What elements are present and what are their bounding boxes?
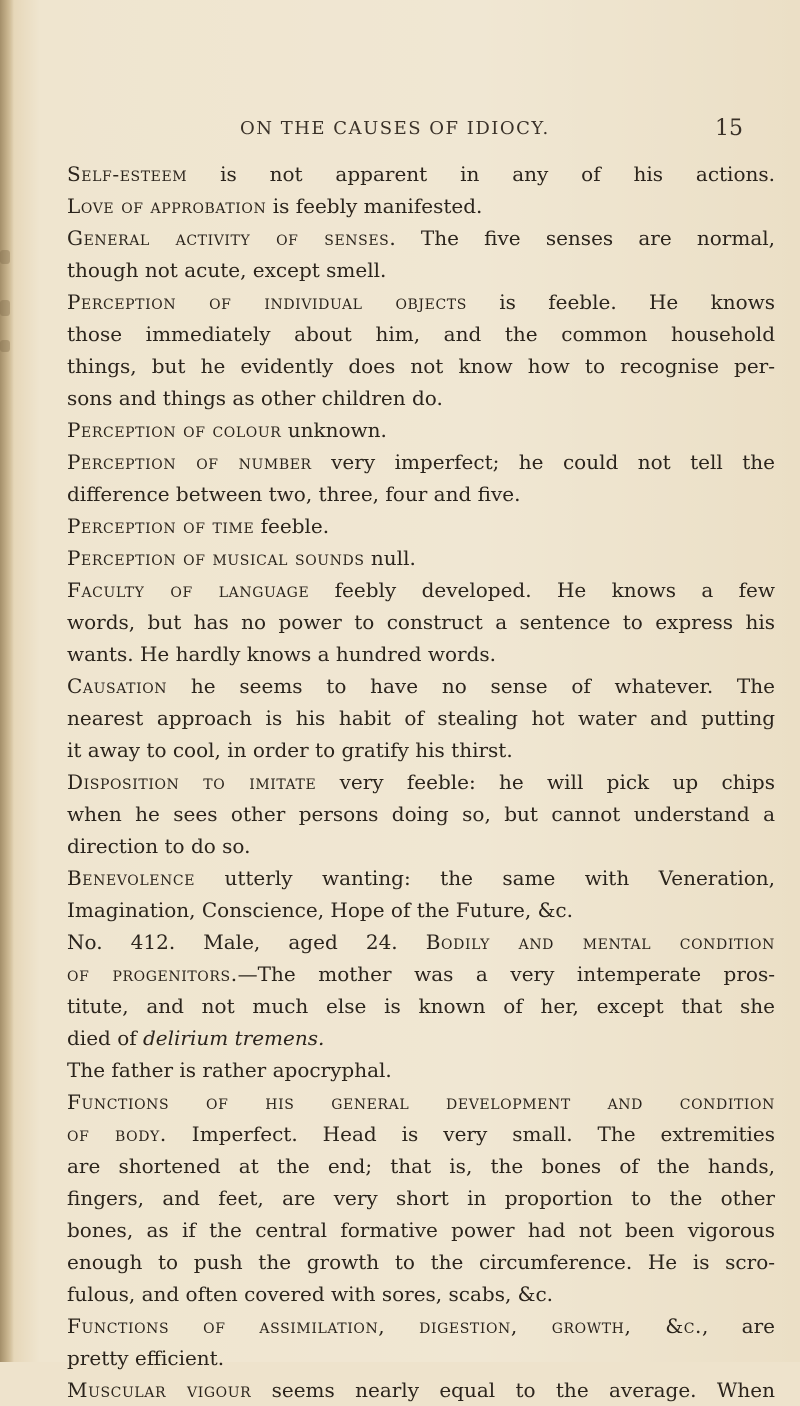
text-line: Love of approbation is feebly manifested. <box>67 194 483 218</box>
text-line: those immediately about him, and the common household <box>67 322 775 346</box>
text-line: Perception of time feeble. <box>67 514 330 538</box>
text-line: General activity of senses. The five senses are normal, <box>67 226 775 250</box>
text-line: titute, and not much else is known of her, except that she <box>67 994 775 1018</box>
text-line: Self-esteem is not apparent in any of his actions. <box>67 162 775 186</box>
text-line: Causation he seems to have no sense of whatever. The <box>67 674 775 698</box>
page-header <box>0 116 800 144</box>
text-line: though not acute, except smell. <box>67 258 387 282</box>
text-line: it away to cool, in order to gratify his thirst. <box>67 738 513 762</box>
text-line: No. 412. Male, aged 24. Bodily and mental condition <box>67 930 775 954</box>
text-line: pretty efficient. <box>67 1346 225 1370</box>
text-line: wants. He hardly knows a hundred words. <box>67 642 497 666</box>
text-line: Functions of assimilation, digestion, growth, &c., are <box>67 1314 775 1338</box>
text-line: Faculty of language feebly developed. He knows a few <box>67 578 776 602</box>
text-line: Functions of his general development and condition <box>67 1090 775 1114</box>
text-line: nearest approach is his habit of stealing hot water and putting <box>67 706 775 730</box>
text-line: Perception of individual objects is feeble. He knows <box>67 290 776 314</box>
text-line: when he sees other persons doing so, but cannot understand a <box>67 802 775 826</box>
text-line: are shortened at the end; that is, the bones of the hands, <box>67 1154 775 1178</box>
text-line: Perception of colour unknown. <box>67 418 387 442</box>
text-line: things, but he evidently does not know how to recognise per- <box>67 354 775 378</box>
text-line: enough to push the growth to the circumference. He is scro- <box>67 1250 775 1274</box>
text-line: Perception of number very imperfect; he could not tell the <box>67 450 775 474</box>
edge-stain <box>0 340 10 352</box>
text-line: bones, as if the central formative power had not been vigorous <box>67 1218 775 1242</box>
edge-stain <box>0 300 10 316</box>
text-line: died of delirium tremens. <box>67 1026 325 1050</box>
text-line: words, but has no power to construct a sentence to express his <box>67 610 775 634</box>
text-line: Imagination, Conscience, Hope of the Future, &c. <box>67 898 573 922</box>
text-line: fingers, and feet, are very short in proportion to the other <box>67 1186 775 1210</box>
body-text <box>67 158 775 1406</box>
text-line: of progenitors.—The mother was a very intemperate pros- <box>67 962 775 986</box>
text-line: sons and things as other children do. <box>67 386 443 410</box>
edge-stain <box>0 250 10 264</box>
text-line: fulous, and often covered with sores, scabs, &c. <box>67 1282 554 1306</box>
text-line: The father is rather apocryphal. <box>67 1058 392 1082</box>
book-gutter <box>0 0 14 1362</box>
text-line: Benevolence utterly wanting: the same with Veneration, <box>67 866 775 890</box>
text-line: Muscular vigour seems nearly equal to the average. When <box>67 1378 775 1402</box>
text-line: difference between two, three, four and five. <box>67 482 521 506</box>
text-line: direction to do so. <box>67 834 251 858</box>
text-line: Disposition to imitate very feeble: he will pick up chips <box>67 770 775 794</box>
text-line: Perception of musical sounds null. <box>67 546 416 570</box>
text-line: of body. Imperfect. Head is very small. The extremities <box>67 1122 775 1146</box>
page-number: 15 <box>715 116 743 141</box>
running-title: ON THE CAUSES OF IDIOCY. <box>240 118 550 139</box>
